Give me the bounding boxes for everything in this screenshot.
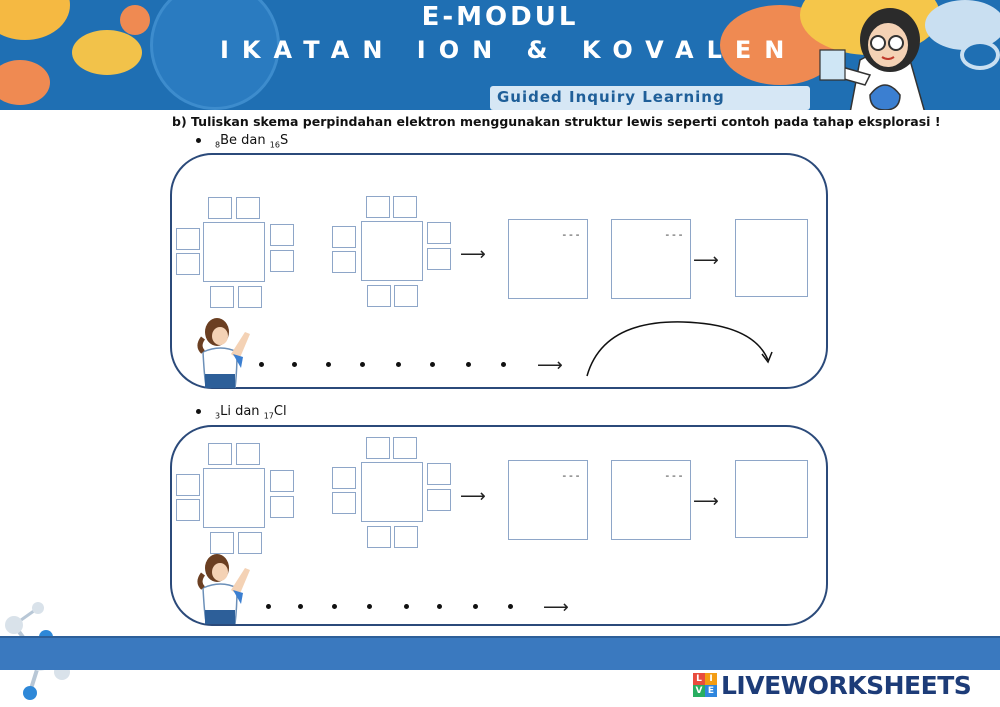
atomic-number: 16 [269,140,280,150]
dot-mark [466,362,471,367]
element-symbol: Li [220,404,231,419]
dot-mark [508,604,513,609]
dot-mark [266,604,271,609]
electron-input-box[interactable] [332,467,356,489]
electron-input-box[interactable] [236,197,260,219]
electron-input-box[interactable] [332,226,356,248]
bullet-icon [196,138,201,143]
electron-input-box[interactable] [270,470,294,492]
module-subject: IKATAN ION & KOVALEN [220,36,798,64]
transfer-curve-arrow [583,318,773,380]
charge-marks: --- [561,469,581,482]
answer-panel-2 [170,425,828,626]
charge-marks: --- [664,469,684,482]
dot-mark [501,362,506,367]
atomic-number: 8 [215,140,221,150]
dot-mark [396,362,401,367]
scientist-illustration [790,5,960,110]
electron-input-box[interactable] [393,437,417,459]
decor-blob [72,30,142,75]
dot-mark [473,604,478,609]
electron-input-box[interactable] [367,526,391,548]
electron-input-box[interactable] [176,499,200,521]
reaction-arrow: ⟶ [460,486,486,507]
reaction-arrow: ⟶ [460,244,486,265]
electron-input-box[interactable] [236,443,260,465]
electron-input-box[interactable] [176,474,200,496]
lewis-center-box[interactable] [203,468,265,528]
electron-input-box[interactable] [394,526,418,548]
electron-input-box[interactable] [270,496,294,518]
electron-input-box[interactable] [332,492,356,514]
decor-blob [960,40,1000,70]
module-title: E-MODUL [421,2,579,32]
lewis-center-box[interactable] [361,221,423,281]
decor-blob [0,60,50,105]
dot-mark [430,362,435,367]
live-badge-icon [693,673,717,697]
electron-input-box[interactable] [427,222,451,244]
element-symbol: S [279,133,289,148]
compound-result-box[interactable] [735,460,808,538]
charge-marks: --- [664,228,684,241]
electron-input-box[interactable] [427,463,451,485]
reaction-arrow: ⟶ [693,491,719,512]
dot-mark [360,362,365,367]
atomic-number: 3 [215,411,221,421]
live-letter: E [705,685,717,697]
dot-mark [332,604,337,609]
electron-input-box[interactable] [367,285,391,307]
charge-marks: --- [561,228,581,241]
dot-mark [259,362,264,367]
electron-input-box[interactable] [270,224,294,246]
electron-input-box[interactable] [393,196,417,218]
atomic-number: 17 [263,411,274,421]
electron-input-box[interactable] [210,286,234,308]
live-letter: I [705,673,717,685]
dot-mark [292,362,297,367]
header-banner [0,0,1000,110]
electron-input-box[interactable] [270,250,294,272]
dot-mark [437,604,442,609]
question-text: b) Tuliskan skema perpindahan elektron menggunakan struktur lewis seperti contoh pada tahap eksplorasi ! [172,114,941,129]
dot-mark [298,604,303,609]
student-illustration [193,312,255,388]
lewis-center-box[interactable] [361,462,423,522]
electron-input-box[interactable] [394,285,418,307]
electron-input-box[interactable] [176,228,200,250]
element-symbol: Be [220,133,238,148]
joiner-text: dan [237,133,270,148]
brand-name: LIVEWORKSHEETS [721,670,972,700]
student-illustration [193,548,255,624]
item-label [196,133,288,150]
reaction-arrow: ⟶ [537,355,563,376]
liveworksheets-logo[interactable] [693,670,971,700]
electron-input-box[interactable] [366,437,390,459]
electron-input-box[interactable] [208,197,232,219]
electron-input-box[interactable] [366,196,390,218]
live-letter: V [693,685,705,697]
electron-input-box[interactable] [238,286,262,308]
bullet-icon [196,409,201,414]
item-label [196,404,287,421]
joiner-text: dan [230,404,264,419]
electron-input-box[interactable] [332,251,356,273]
electron-input-box[interactable] [427,248,451,270]
compound-result-box[interactable] [735,219,808,297]
dot-mark [404,604,409,609]
lewis-center-box[interactable] [203,222,265,282]
electron-input-box[interactable] [208,443,232,465]
dot-mark [367,604,372,609]
reaction-arrow: ⟶ [693,250,719,271]
dot-mark [326,362,331,367]
electron-input-box[interactable] [176,253,200,275]
element-symbol: Cl [273,404,287,419]
live-letter: L [693,673,705,685]
electron-input-box[interactable] [427,489,451,511]
footer-band [0,636,1000,670]
subtitle: Guided Inquiry Learning [497,88,725,106]
reaction-arrow: ⟶ [543,597,569,618]
